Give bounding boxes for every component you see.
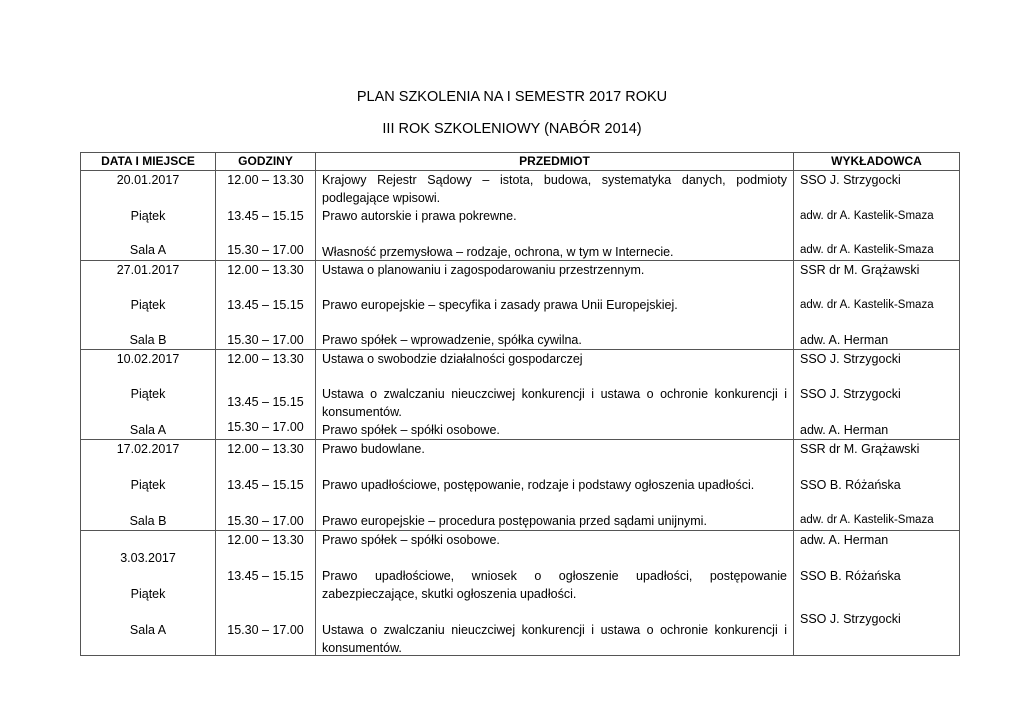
subject-cell (316, 531, 794, 656)
hours-cell (216, 261, 316, 350)
subject: Ustawa o planowaniu i zagospodarowaniu przestrzennym. (322, 263, 645, 277)
hours: 15.30 – 17.00 (227, 514, 304, 528)
subject: Prawo europejskie – specyfika i zasady prawa Unii Europejskiej. (322, 298, 678, 312)
date-cell (81, 261, 216, 350)
lecturer: adw. dr A. Kastelik-Smaza (800, 244, 934, 256)
lecturer: adw. A. Herman (800, 423, 889, 437)
date-cell (81, 531, 216, 656)
table-row (81, 440, 960, 531)
hours-cell (216, 440, 316, 531)
hours-cell (216, 531, 316, 656)
date: 17.02.2017 (116, 442, 180, 456)
table-header-row (81, 153, 960, 171)
date-cell (81, 171, 216, 261)
subject: Prawo budowlane. (322, 442, 425, 456)
lecturer: SSO B. Różańska (800, 478, 901, 492)
subject: Prawo europejskie – procedura postępowania przed sądami unijnymi. (322, 514, 707, 528)
page-subtitle: III ROK SZKOLENIOWY (NABÓR 2014) (382, 121, 642, 137)
lecturer: SSR dr M. Grążawski (800, 263, 920, 277)
hours: 12.00 – 13.30 (227, 173, 304, 187)
subject: Własność przemysłowa – rodzaje, ochrona, w tym w Internecie. (322, 245, 674, 259)
subject: Krajowy Rejestr Sądowy – istota, budowa, systematyka danych, podmioty podlegające wpisowi. (322, 173, 787, 205)
subject: Prawo spółek – spółki osobowe. (322, 533, 500, 547)
subject: Ustawa o swobodzie działalności gospodarczej (322, 352, 583, 366)
hours: 15.30 – 17.00 (227, 623, 304, 637)
date-cell (81, 440, 216, 531)
hours: 12.00 – 13.30 (227, 533, 304, 547)
room: Sala B (129, 514, 167, 528)
lecturer-cell (794, 440, 960, 531)
lecturer-cell (794, 531, 960, 656)
room: Sala A (129, 243, 167, 257)
hours: 13.45 – 15.15 (227, 298, 304, 312)
lecturer: SSO J. Strzygocki (800, 352, 901, 366)
day: Piątek (130, 387, 166, 401)
subject: Prawo spółek – wprowadzenie, spółka cywilna. (322, 333, 582, 347)
hours: 13.45 – 15.15 (227, 478, 304, 492)
subject-cell (316, 440, 794, 531)
lecturer: adw. A. Herman (800, 533, 889, 547)
lecturer: adw. dr A. Kastelik-Smaza (800, 514, 934, 526)
lecturer: adw. A. Herman (800, 333, 889, 347)
hours: 15.30 – 17.00 (227, 420, 304, 434)
schedule-table (80, 152, 960, 656)
column-header-lecturer: WYKŁADOWCA (794, 153, 960, 171)
subject: Prawo autorskie i prawa pokrewne. (322, 209, 517, 223)
hours-cell (216, 350, 316, 440)
subject-cell (316, 261, 794, 350)
subject: Ustawa o zwalczaniu nieuczciwej konkurencji i ustawa o ochronie konkurencji i konsumentów. (322, 387, 787, 419)
hours: 13.45 – 15.15 (227, 209, 304, 223)
lecturer: SSO B. Różańska (800, 569, 901, 583)
page-title: PLAN SZKOLENIA NA I SEMESTR 2017 ROKU (356, 89, 668, 105)
room: Sala A (129, 423, 167, 437)
table-row (81, 350, 960, 440)
subject-cell (316, 350, 794, 440)
table-row (81, 531, 960, 656)
lecturer-cell (794, 171, 960, 261)
table-row (81, 171, 960, 261)
date: 10.02.2017 (116, 352, 180, 366)
lecturer: SSO J. Strzygocki (800, 173, 901, 187)
hours: 13.45 – 15.15 (227, 569, 304, 583)
date: 20.01.2017 (116, 173, 180, 187)
hours-cell (216, 171, 316, 261)
lecturer-cell (794, 350, 960, 440)
date-cell (81, 350, 216, 440)
lecturer: adw. dr A. Kastelik-Smaza (800, 299, 934, 311)
subject: Prawo upadłościowe, wniosek o ogłoszenie upadłości, postępowanie zabezpieczające, skutki ogłoszenia upadłości. (322, 569, 787, 601)
room: Sala A (129, 623, 167, 637)
table-row (81, 261, 960, 350)
hours: 13.45 – 15.15 (227, 395, 304, 409)
day: Piątek (130, 209, 166, 223)
hours: 12.00 – 13.30 (227, 352, 304, 366)
hours: 15.30 – 17.00 (227, 243, 304, 257)
subject: Prawo upadłościowe, postępowanie, rodzaje i podstawy ogłoszenia upadłości. (322, 478, 755, 492)
subject: Ustawa o zwalczaniu nieuczciwej konkurencji i ustawa o ochronie konkurencji i konsumentów. (322, 623, 787, 655)
column-header-hours: GODZINY (216, 153, 316, 171)
date: 27.01.2017 (116, 263, 180, 277)
day: Piątek (130, 298, 166, 312)
hours: 12.00 – 13.30 (227, 263, 304, 277)
column-header-subject: PRZEDMIOT (316, 153, 794, 171)
lecturer: SSO J. Strzygocki (800, 612, 901, 626)
lecturer-cell (794, 261, 960, 350)
lecturer: adw. dr A. Kastelik-Smaza (800, 210, 934, 222)
subject-cell (316, 171, 794, 261)
day: Piątek (130, 478, 166, 492)
subject: Prawo spółek – spółki osobowe. (322, 423, 500, 437)
room: Sala B (129, 333, 167, 347)
day: Piątek (130, 587, 166, 601)
column-header-date: DATA I MIEJSCE (81, 153, 216, 171)
hours: 15.30 – 17.00 (227, 333, 304, 347)
date: 3.03.2017 (120, 551, 176, 565)
hours: 12.00 – 13.30 (227, 442, 304, 456)
lecturer: SSR dr M. Grążawski (800, 442, 920, 456)
lecturer: SSO J. Strzygocki (800, 387, 901, 401)
